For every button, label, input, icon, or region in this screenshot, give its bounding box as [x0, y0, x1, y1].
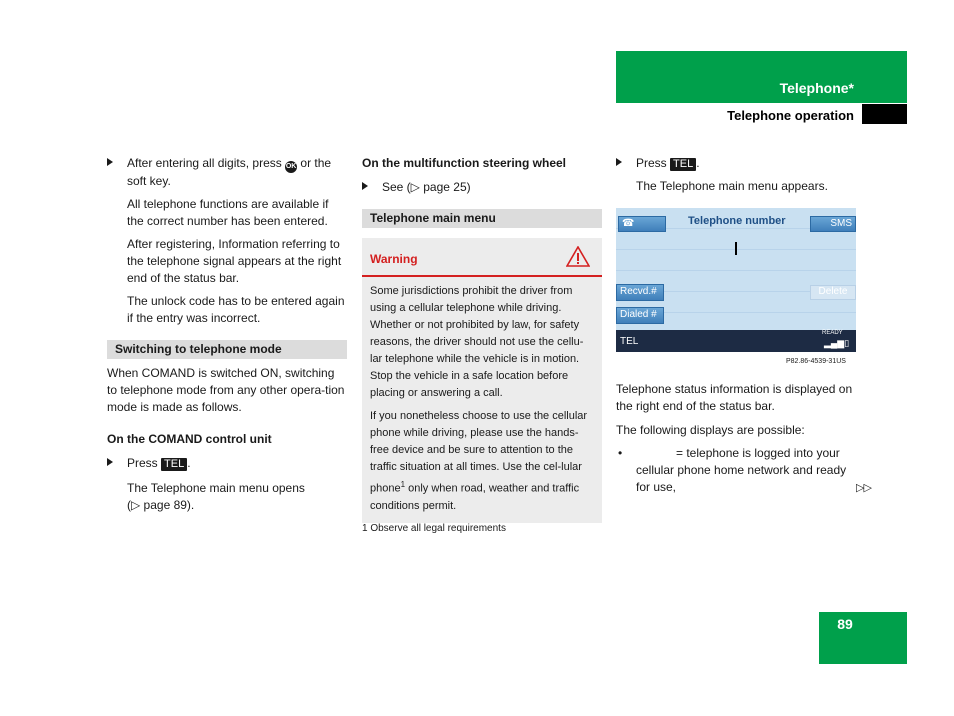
column-middle — [362, 155, 602, 523]
column-right-lower — [616, 381, 861, 496]
instruction-item: See (▷ page 25) — [362, 179, 602, 196]
instruction-item: Press TEL . — [616, 155, 876, 172]
paragraph: After registering, Information referring to the telephone signal appears at the right end of the status bar. — [127, 237, 342, 285]
tel-key-icon: TEL — [670, 158, 696, 171]
column-right — [616, 155, 876, 201]
subheading-bar: Switching to telephone mode — [107, 340, 347, 359]
warning-label: Warning — [370, 252, 418, 266]
paragraph: When COMAND is switched ON, switching to telephone mode from any other opera-tion mode is made as follows. — [107, 366, 345, 414]
status-tel: TEL — [620, 336, 639, 347]
recvd-softkey: Recvd.# — [616, 284, 664, 301]
paragraph: Telephone status information is displayed on the right end of the status bar. — [616, 382, 853, 413]
subsection-title: Telephone operation — [727, 108, 854, 123]
subheading: On the multifunction steering wheel — [362, 156, 567, 170]
image-caption: P82.86-4539-31US — [786, 358, 846, 365]
warning-triangle-icon — [566, 246, 590, 267]
signal-strength-icon: ▂▄▆▯ — [824, 338, 850, 348]
subheading-bar: Telephone main menu — [362, 209, 602, 228]
status-ready: READY — [822, 330, 843, 336]
delete-softkey: Delete — [810, 285, 856, 300]
status-bar — [616, 330, 856, 352]
instruction-item: Press TEL . — [107, 455, 347, 472]
phonebook-icon: ☎ — [618, 216, 666, 232]
bullet-arrow-icon — [362, 182, 368, 190]
bullet-arrow-icon — [107, 158, 113, 166]
cursor — [735, 242, 737, 255]
warning-box — [362, 238, 602, 523]
continue-arrows-icon: ▷▷ — [856, 482, 871, 494]
subsection-marker — [862, 104, 907, 124]
paragraph: The following displays are possible: — [616, 423, 805, 437]
section-title: Telephone* — [779, 80, 854, 96]
bullet-arrow-icon — [107, 458, 113, 466]
dialed-softkey: Dialed # — [616, 307, 664, 324]
ok-button-icon: OK — [285, 161, 297, 173]
subheading: On the COMAND control unit — [107, 432, 272, 446]
sms-softkey: SMS — [810, 216, 856, 232]
list-item: • = telephone is logged into your cellular phone home network and ready for use, — [618, 446, 847, 494]
paragraph: The Telephone main menu opens (▷ page 89). — [127, 481, 305, 512]
tel-key-icon: TEL — [161, 458, 187, 471]
bullet-arrow-icon — [616, 158, 622, 166]
paragraph: The unlock code has to be entered again if the entry was incorrect. — [127, 294, 345, 325]
screen-title: Telephone number — [688, 215, 786, 227]
telephone-screen-image — [616, 208, 856, 352]
warning-header — [362, 238, 602, 277]
column-left — [107, 155, 347, 520]
paragraph: The Telephone main menu appears. — [636, 179, 828, 193]
page-number: 89 — [837, 616, 853, 632]
instruction-item: After entering all digits, press OK or the soft key. — [107, 155, 347, 190]
footnote: 1 Observe all legal requirements — [362, 523, 506, 534]
paragraph: All telephone functions are available if the correct number has been entered. — [127, 197, 329, 228]
bullet-dot: • — [618, 446, 623, 460]
warning-text: Some jurisdictions prohibit the driver from using a cellular telephone while driving. Whether or not prohibited by law, for safety reasons, the driver should not use the cellu-lar telephone while the vehicle is in motion. Stop the vehicle in a safe location before placing or answering a call. If you nonetheless choose to use the cellular phone while driving, please use the hands-free device and be sure to attention to the traffic situation at all times. Use the cel-lular phone$^1$ only when road, weather and traffic conditions permit. — [370, 285, 588, 512]
